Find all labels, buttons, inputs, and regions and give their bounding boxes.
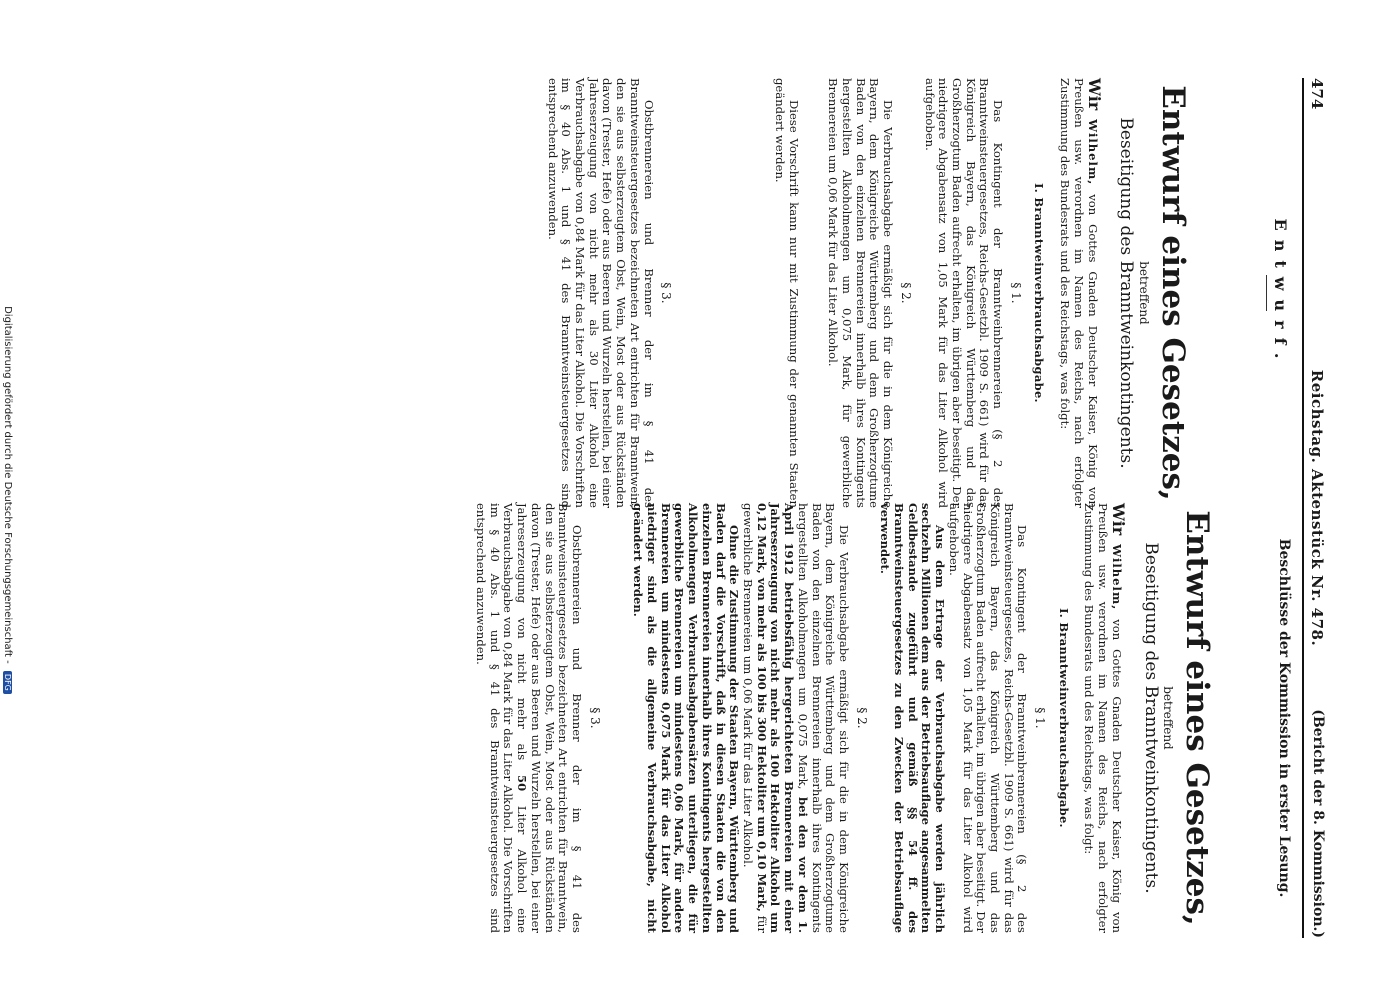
right-p3-head: § 3. (587, 707, 602, 729)
page-header (1302, 78, 1328, 938)
right-column (473, 503, 1292, 934)
entwurf-label-text: Entwurf. (1271, 218, 1290, 368)
left-p1-head: § 1. (1008, 282, 1023, 304)
left-section-1: I. Branntweinverbrauchsabgabe. (1032, 183, 1047, 403)
right-p3-text-a: Obstbrennereien und Brenner der im § 41 des Branntweinsteuergesetzes bezeichneten Art entrichten für Branntwein, den sie aus selbsterzeugtem Obst, Wein, Most oder aus Rückständen davon (Trester, Hefe) oder aus Beeren und Wurzeln herstellen, bei einer Jahreserzeugung von nicht mehr als (515, 503, 584, 933)
header-right: (Bericht der 8. Kommission.) (1310, 709, 1326, 938)
left-title: Entwurf eines Gesetzes, (1155, 85, 1191, 501)
right-p1-text: Das Kontingent der Branntweinbrennereien (§ 2 des Branntweinsteuergesetzes, Reichs-Gesetzbl. 1909 S. 661) wird für das Königreich Bayern, das Königreich Württemberg und das Großherzogtum Baden aufrecht erhalten, im übrigen aber beseitigt. Der niedrigere Abgabensatz von 1,05 Mark für das Liter Alkohol wird aufgehoben. (946, 503, 1030, 933)
footer-text: Digitalisierung gefördert durch die Deutsche Forschungsgemeinschaft - (2, 306, 13, 664)
right-title: Entwurf eines Gesetzes, (1179, 510, 1216, 926)
left-column (545, 78, 1208, 508)
left-p2-text2: Diese Vorschrift kann nur mit Zustimmung der genannten Staaten geändert werden. (772, 78, 801, 508)
divider (1266, 275, 1267, 311)
right-p2-text (740, 503, 850, 933)
right-section-1: I. Branntweinverbrauchsabgabe. (1056, 608, 1071, 828)
right-p1-head: § 1. (1033, 707, 1048, 729)
left-subject: Beseitigung des Branntweinkontingents. (1116, 117, 1137, 469)
right-intro-wir: Wir (1108, 503, 1128, 536)
right-p2-text-a: Die Verbrauchsabgabe ermäßigt sich für die in dem Königreiche Bayern, dem Königreiche Württemberg und dem Großherzogtume Baden von den einzelnen Brennereien innerhalb ihres Kontingents hergestellten Alkoholmengen um 0,075 Mark, (795, 503, 851, 933)
right-betreffend: betreffend (1161, 686, 1176, 750)
right-p2-bold: bei den vor dem 1. April 1912 betriebsfähig hergerichteten Brennereien mit einer Jahreserzeugung von nicht mehr als 100 Hektoliter Alkohol um 0,12 Mark, von mehr als 100 bis 300 Hektoliter um 0,10 Mark, (754, 503, 810, 933)
dfg-logo: DFG (3, 671, 12, 694)
right-subheader: Beschlüsse der Kommission in erster Lesung. (1276, 538, 1292, 898)
left-p3-head: § 3. (659, 282, 674, 304)
left-intro-rest: von Gottes Gnaden Deutscher Kaiser, König von Preußen usw. verordnen im Namen des Reichs, nach erfolgter Zustimmung des Bundesrats und des Reichstags, was folgt: (1058, 78, 1100, 509)
right-intro (1082, 503, 1128, 934)
left-p2-head: § 2. (898, 282, 913, 304)
right-p3-text-b: Liter Alkohol eine Verbrauchsabgabe von 0,84 Mark für das Liter Alkohol. Die Vorschriften im § 40 Abs. 1 und § 41 des Branntweinsteuergesetzes sind entsprechend anzuwenden. (474, 503, 530, 934)
left-intro (1057, 78, 1104, 509)
footer (2, 0, 13, 1000)
right-p3-text (473, 503, 583, 933)
left-p1-text: Das Kontingent der Branntweinbrennereien (§ 2 des Branntweinsteuergesetzes, Reichs-Gesetzbl. 1909 S. 661) wird für das Königreich Bayern, das Königreich Württemberg und das Großherzogtum Baden aufrecht erhalten, im übrigen aber beseitigt. Der niedrigere Abgabensatz von 1,05 Mark für das Liter Alkohol wird aufgehoben. (922, 78, 1006, 508)
right-p3-bold: 50 (515, 775, 530, 792)
header-center: Reichstag. Aktenstück Nr. 478. (1308, 369, 1326, 647)
right-p2-bold2: Ohne die Zustimmung der Staaten Bayern, Württemberg und Baden darf die Vorschrift, daß in diesen Staaten die von den einzelnen Brennereien innerhalb ihres Kontingents hergestellten Alkoholmengen Verbrauchsabgabensätzen unterliegen, die für gewerbliche Brennereien um mindestens 0,06 Mark, für andere Brennereien um mindestens 0,075 Mark für das Liter Alkohol niedriger sind als die allgemeine Verbrauchsabgabe, nicht geändert werden. (631, 503, 742, 933)
right-p1-bold: Aus dem Ertrage der Verbrauchsabgabe werden jährlich sechzehn Millionen dem aus der Betriebsauflage angesammelten Geldbestande zugeführt und gemäß §§ 54 ff. des Branntweinsteuergesetzes zu den Zwecken der Betriebsauflage verwendet. (878, 503, 948, 933)
right-p2-head: § 2. (854, 707, 869, 729)
left-intro-wir: Wir (1084, 78, 1104, 111)
right-p2-tail: für gewerbliche Brennereien um 0,06 Mark für das Liter Alkohol. (741, 503, 769, 933)
left-intro-wilhelm: Wilhelm, (1085, 119, 1100, 186)
right-intro-wilhelm: Wilhelm, (1109, 544, 1124, 611)
entwurf-label (1266, 78, 1290, 508)
left-p2-text: Die Verbrauchsabgabe ermäßigt sich für die in dem Königreiche Bayern, dem Königreiche Württemberg und dem Großherzogtume Baden von den einzelnen Brennereien innerhalb ihres Kontingents hergestellten Alkoholmengen um 0,075 Mark, für gewerbliche Brennereien um 0,06 Mark für das Liter Alkohol. (826, 78, 896, 508)
left-betreffend: betreffend (1137, 261, 1151, 325)
right-subject: Beseitigung des Branntweinkontingents. (1140, 542, 1161, 894)
left-p3-text: Obstbrennereien und Brenner der im § 41 des Branntweinsteuergesetzes bezeichneten Art entrichten für Branntwein, den sie aus selbsterzeugtem Obst, Wein, Most oder aus Rückständen davon (Trester, Hefe) oder aus Beeren und Wurzeln herstellen, bei einer Jahreserzeugung von nicht mehr als 30 Liter Alkohol eine Verbrauchsabgabe von 0,84 Mark für das Liter Alkohol. Die Vorschriften im § 40 Abs. 1 und § 41 des Branntweinsteuergesetzes sind entsprechend anzuwenden. (545, 78, 656, 508)
right-intro-rest: von Gottes Gnaden Deutscher Kaiser, König von Preußen usw. verordnen im Namen des Reichs, nach erfolgter Zustimmung des Bundesrats und des Reichstags, was folgt: (1082, 503, 1124, 934)
page-number: 474 (1308, 78, 1326, 110)
